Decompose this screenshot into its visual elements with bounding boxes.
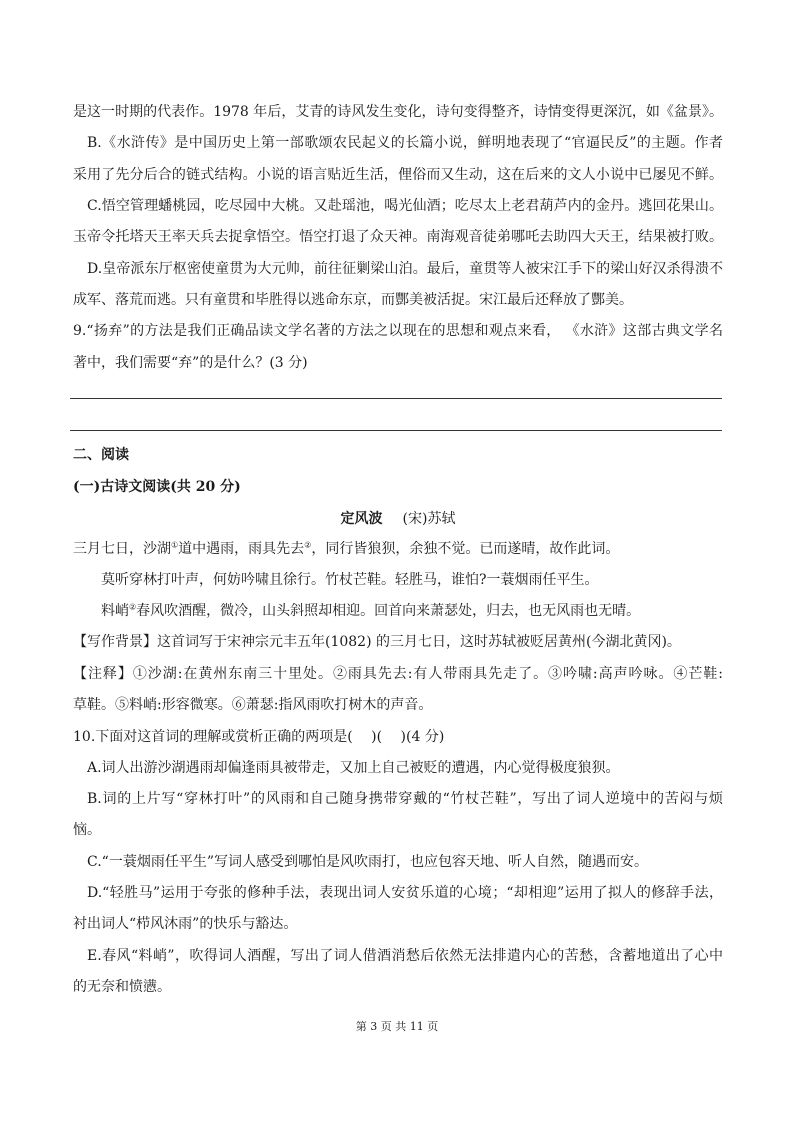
q10-option-a: A.词人出游沙湖遇雨却偏逢雨具被带走，又加上自己被贬的遭遇，内心觉得极度狼狈。: [87, 760, 620, 776]
q10-option-e-line1: E.春风“料峭”，吹得词人酒醒，写出了词人借酒消愁后依然无法排遣内心的苦愁，含蓄地道出了心中: [87, 948, 723, 964]
poem-author: (宋)苏轼: [402, 511, 456, 527]
q8-option-d-line1: D.皇帝派东厅枢密使童贯为大元帅，前往征剿梁山泊。最后，童贯等人被宋江手下的梁山好汉杀得溃不: [87, 261, 723, 277]
poem-preface-part2: 道中遇雨，雨具先去: [178, 541, 305, 557]
q8-option-c-line2: 玉帝令托塔天王率天兵去捉拿悟空。悟空打退了众天神。南海观音徒弟哪吒去助四大天王，结果被打败。: [73, 229, 723, 245]
poem-heading: [73, 509, 723, 529]
q8-option-c-line1: C.悟空管理蟠桃园，吃尽园中大桃。又赴瑶池，喝光仙酒；吃尽太上老君葫芦内的金丹。逃回花果山。: [87, 198, 723, 214]
poem-preface-part1: 三月七日，沙湖: [73, 541, 171, 557]
poem-stanza-2-part2: 春风吹酒醒，微冷，山头斜照却相迎。回首向来萧瑟处，归去，也无风雨也无晴。: [136, 603, 641, 619]
q8-option-a-tail: 是这一时期的代表作。1978 年后，艾青的诗风发生变化，诗句变得整齐，诗情变得更深沉，如《盆景》。: [73, 104, 723, 120]
poem-stanza-1: 莫听穿林打叶声，何妨吟啸且徐行。竹杖芒鞋。轻胜马，谁怕?一蓑烟雨任平生。: [101, 572, 599, 588]
q10-option-c: C.“一蓑烟雨任平生”写词人感受到哪怕是风吹雨打，也应包容天地、听人自然，随遇而安。: [87, 854, 648, 870]
q10-stem: 10.下面对这首词的理解或赏析正确的两项是( )( )(4 分): [73, 729, 445, 745]
q9-stem-line1: 9.“扬弃”的方法是我们正确品读文学名著的方法之以现在的思想和观点来看， 《水浒》这部古典文学名: [73, 323, 723, 339]
footnote-marker: ①: [171, 540, 179, 550]
q8-option-d-line2: 成军、落荒而逃。只有童贯和毕胜得以逃命东京，而酆美被活捉。宋江最后还释放了酆美。: [73, 292, 633, 308]
q8-option-b-line1: B.《水浒传》是中国历史上第一部歌颂农民起义的长篇小说，鲜明地表现了“官逼民反”的主题。作者: [87, 135, 723, 151]
footnote-marker: ②: [304, 540, 312, 550]
q9-answer-line-2: [70, 430, 722, 431]
notes-line1: 【注释】①沙湖:在黄州东南三十里处。②雨具先去:有人带雨具先走了。③吟啸:高声吟咏。④芒鞋:: [73, 666, 723, 682]
poem-stanza-2: [101, 601, 723, 621]
q10-option-d-line1: D.“轻胜马”运用于夸张的修种手法，表现出词人安贫乐道的心境；“却相迎”运用了拟人的修辞手法，: [87, 885, 723, 901]
q10-option-b-line2: 恼。: [73, 822, 101, 838]
notes-line2: 草鞋。⑤料峭:形容微寒。⑥萧瑟:指风雨吹打树木的声音。: [73, 697, 433, 713]
poem-preface-part3: ，同行皆狼狈，余独不觉。已而遂晴，故作此词。: [311, 541, 620, 557]
writing-background: 【写作背景】这首词写于宋神宗元丰五年(1082) 的三月七日，这时苏轼被贬居黄州(今湖北黄冈)。: [73, 634, 681, 650]
footnote-marker: ②: [129, 602, 137, 612]
poem-stanza-2-part1: 料峭: [101, 603, 129, 619]
section-title: 二、阅读: [73, 447, 129, 463]
poem-preface: [73, 539, 723, 559]
q9-stem-line2: 著中，我们需要“弃”的是什么？(3 分): [73, 355, 308, 371]
q10-option-e-line2: 的无奈和愤懑。: [73, 979, 171, 995]
poem-title: 定风波: [340, 511, 383, 527]
q9-answer-line-1: [70, 398, 722, 399]
q10-option-b-line1: B.词的上片写“穿林打叶”的风雨和自己随身携带穿戴的“竹杖芒鞋”，写出了词人逆境中的苦闷与烦: [87, 791, 723, 807]
section-subtitle: (一)古诗文阅读(共 20 分): [73, 479, 241, 495]
page-footer: 第 3 页 共 11 页: [355, 1020, 439, 1033]
q8-option-b-line2: 采用了先分后合的链式结构。小说的语言贴近生活，俚俗而又生动，这在后来的文人小说中已屡见不鲜。: [73, 167, 723, 183]
q10-option-d-line2: 衬出词人“栉风沐雨”的快乐与豁达。: [73, 916, 298, 932]
